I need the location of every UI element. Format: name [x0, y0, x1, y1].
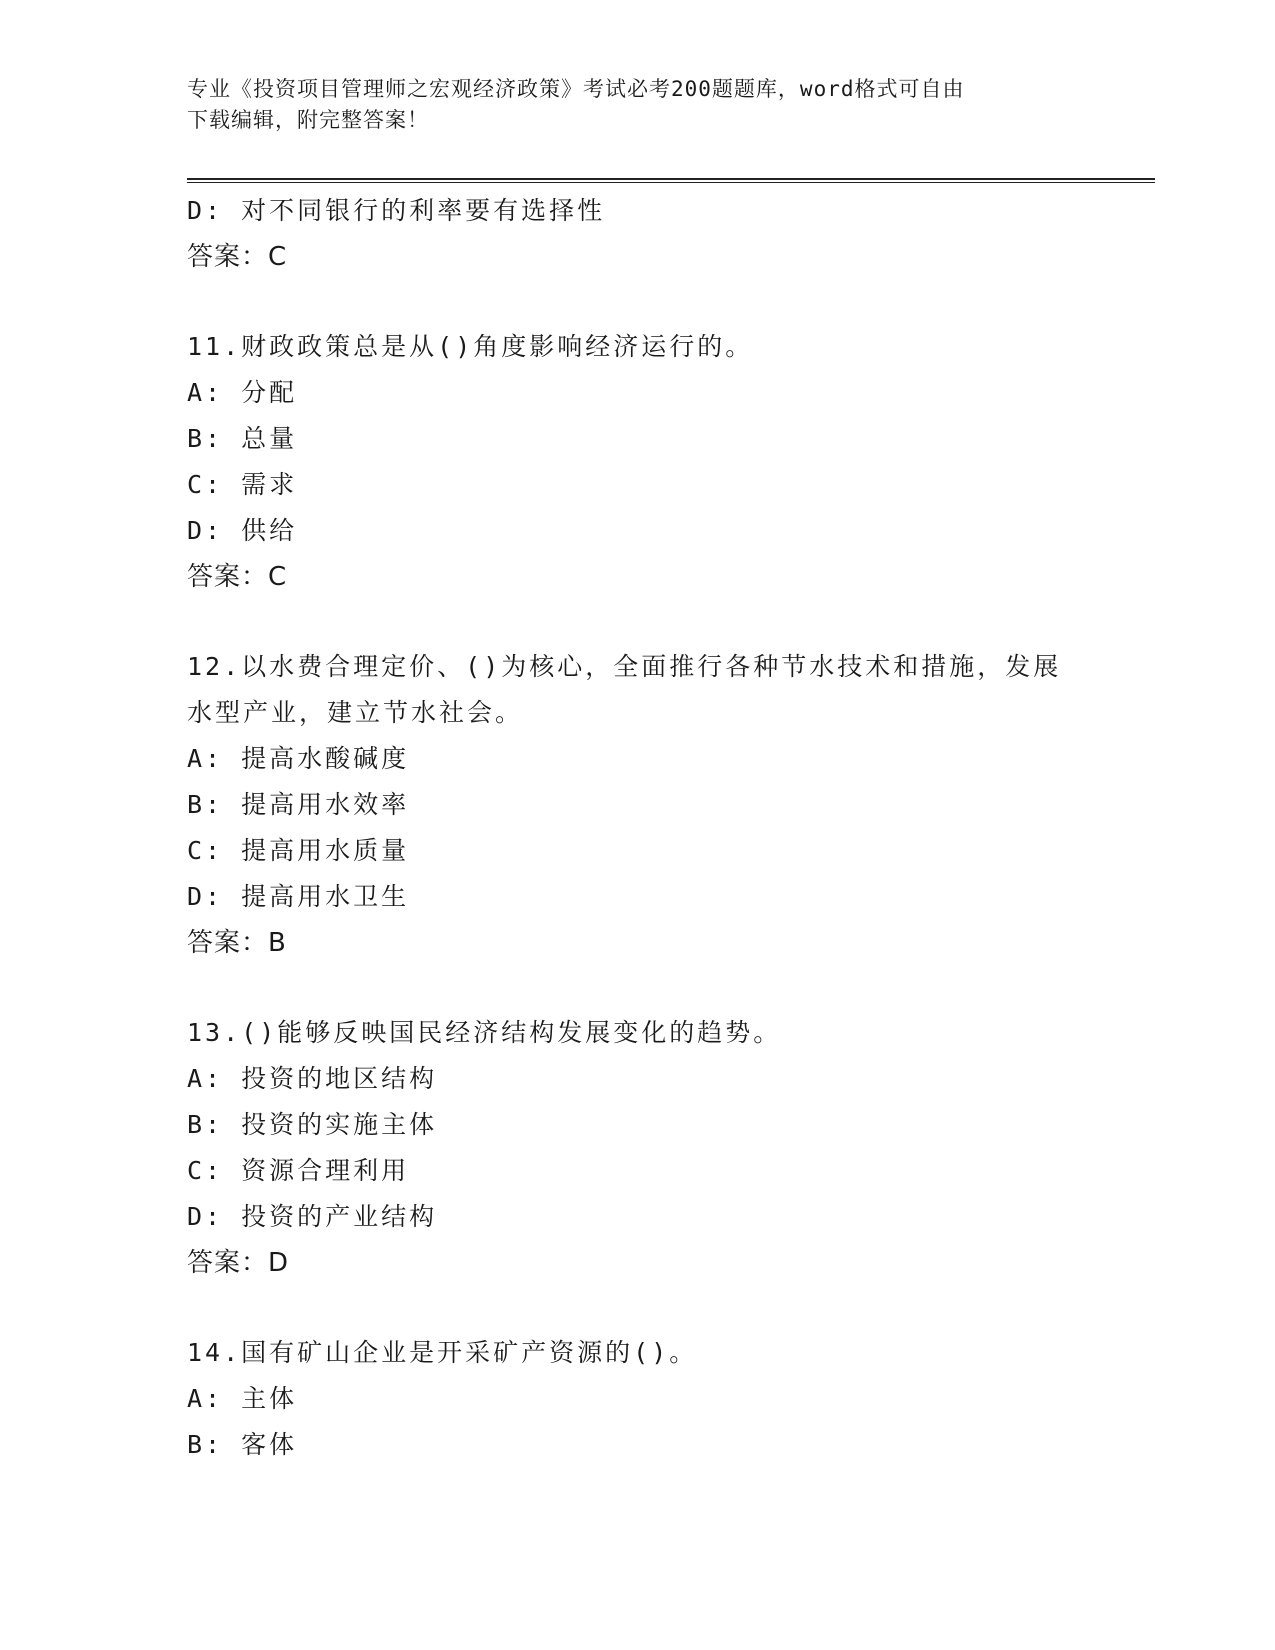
answer: 答案：C [187, 242, 288, 272]
question-13 [187, 1010, 1087, 1286]
option-c: C: 资源合理利用 [187, 1156, 410, 1185]
option-a: A: 主体 [187, 1384, 298, 1413]
question-stem: 14.国有矿山企业是开采矿产资源的()。 [187, 1338, 698, 1367]
answer: 答案：D [187, 1248, 290, 1278]
option-a: A: 分配 [187, 378, 298, 407]
document-header [187, 74, 1077, 136]
question-12 [187, 644, 1087, 966]
option-b: B: 客体 [187, 1430, 298, 1459]
answer: 答案：C [187, 562, 288, 592]
option-d: D: 对不同银行的利率要有选择性 [187, 196, 606, 225]
option-c: C: 需求 [187, 470, 298, 499]
question-stem-line-1: 12.以水费合理定价、()为核心，全面推行各种节水技术和措施，发展 [187, 652, 1062, 681]
option-d: D: 供给 [187, 516, 298, 545]
question-14 [187, 1330, 1087, 1468]
header-title-line-1: 专业《投资项目管理师之宏观经济政策》考试必考200题题库，word格式可自由 [187, 77, 965, 101]
option-b: B: 总量 [187, 424, 298, 453]
header-divider [187, 178, 1155, 183]
question-stem: 11.财政政策总是从()角度影响经济运行的。 [187, 332, 754, 361]
question-10 [187, 188, 1087, 280]
question-stem: 13.()能够反映国民经济结构发展变化的趋势。 [187, 1018, 782, 1047]
option-d: D: 提高用水卫生 [187, 882, 410, 911]
answer: 答案：B [187, 928, 287, 958]
option-b: B: 提高用水效率 [187, 790, 410, 819]
question-stem-line-2: 水型产业，建立节水社会。 [187, 698, 524, 727]
question-11 [187, 324, 1087, 600]
header-title-line-2: 下载编辑，附完整答案！ [187, 108, 429, 132]
option-a: A: 投资的地区结构 [187, 1064, 438, 1093]
option-a: A: 提高水酸碱度 [187, 744, 410, 773]
option-b: B: 投资的实施主体 [187, 1110, 438, 1139]
question-list [187, 188, 1087, 1468]
option-d: D: 投资的产业结构 [187, 1202, 438, 1231]
option-c: C: 提高用水质量 [187, 836, 410, 865]
